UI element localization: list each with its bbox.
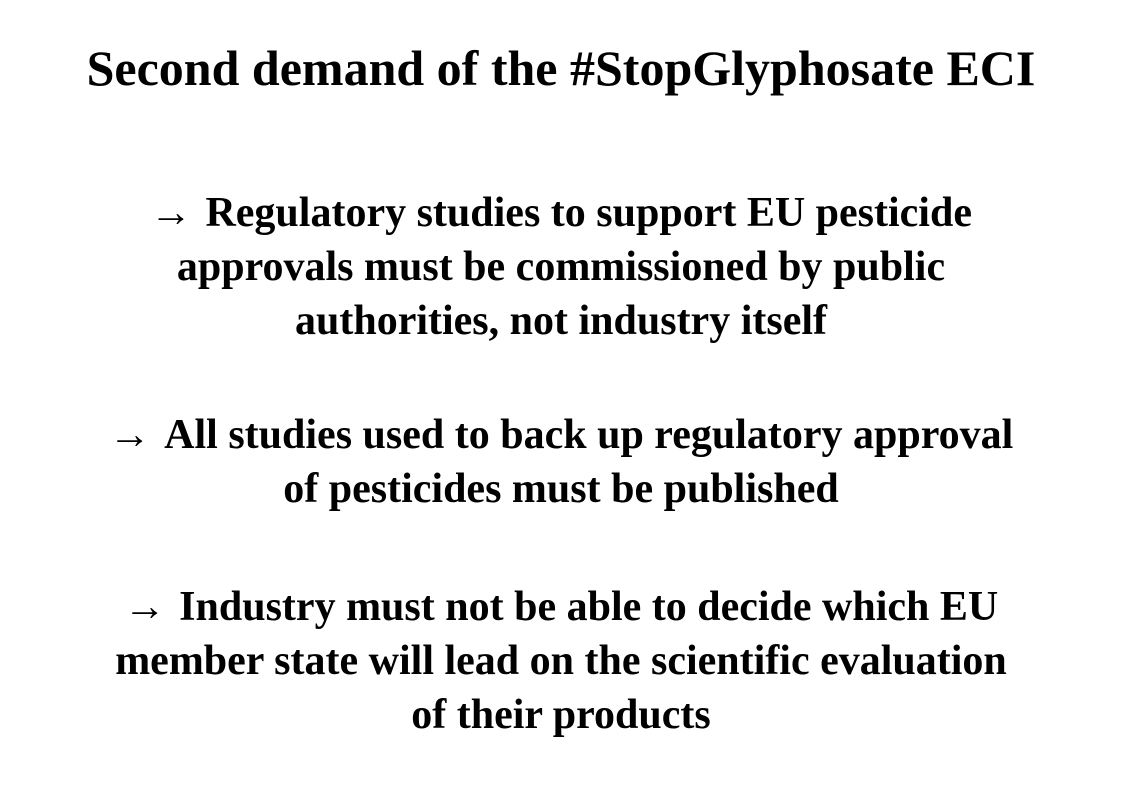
demand-line xyxy=(0,580,1122,634)
demand-item-2 xyxy=(0,408,1122,516)
demand-text: All studies used to back up regulatory approval xyxy=(164,412,1014,458)
demand-line: member state will lead on the scientific evaluation xyxy=(115,638,1007,684)
demand-line: of pesticides must be published xyxy=(283,466,839,512)
demand-line: approvals must be commissioned by public xyxy=(176,244,946,290)
arrow-bullet-icon: → xyxy=(108,412,151,458)
demand-line xyxy=(0,186,1122,240)
demand-line xyxy=(0,408,1122,462)
arrow-bullet-icon: → xyxy=(123,584,166,630)
demand-text: Industry must not be able to decide which EU xyxy=(179,584,999,630)
demand-line: of their products xyxy=(411,692,711,738)
demand-line: authorities, not industry itself xyxy=(294,298,827,344)
slide-title: Second demand of the #StopGlyphosate ECI xyxy=(86,40,1036,96)
demand-item-1 xyxy=(0,186,1122,348)
demand-text: Regulatory studies to support EU pesticide xyxy=(205,190,972,236)
demand-item-3 xyxy=(0,580,1122,742)
arrow-bullet-icon: → xyxy=(150,190,193,236)
